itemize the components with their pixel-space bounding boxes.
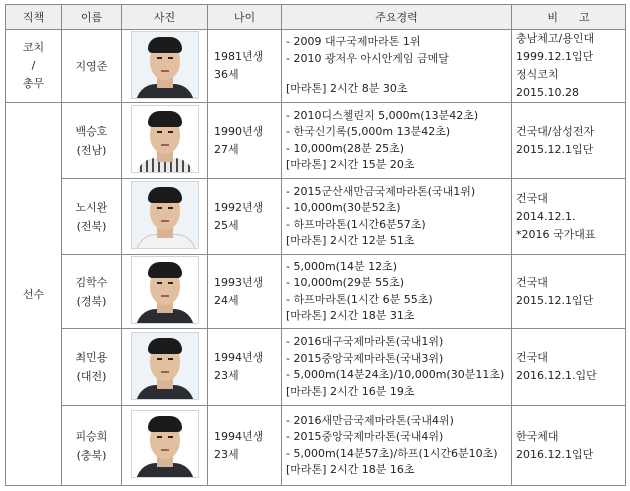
career-line: - 하프마라톤(1시간6분57초)	[286, 217, 426, 231]
photo-cell	[122, 103, 208, 178]
header-role: 직책	[6, 5, 62, 30]
header-career: 주요경력	[282, 5, 512, 30]
age-cell	[208, 30, 282, 103]
notes-cell	[512, 406, 626, 486]
note-line: 1999.12.1입단	[516, 50, 594, 64]
header-notes: 비 고	[512, 5, 626, 30]
career-line: - 2015중앙국제마라톤(국내4위)	[286, 430, 444, 444]
table-row	[6, 103, 626, 178]
career-line: [마라톤] 2시간 12분 51초	[286, 234, 415, 248]
career-line: - 5,000m(14분24초)/10,000m(30분11초)	[286, 368, 505, 382]
person-region: (충북)	[76, 448, 107, 462]
career-line: [마라톤] 2시간 16분 19초	[286, 384, 415, 398]
person-region: (전북)	[76, 219, 107, 233]
photo-cell	[122, 406, 208, 486]
photo-cell	[122, 255, 208, 328]
notes-cell	[512, 328, 626, 406]
age-cell	[208, 255, 282, 328]
career-line: - 2015군산새만금국제마라톤(국내1위)	[286, 184, 476, 198]
career-cell	[282, 406, 512, 486]
note-line: 2016.12.1입단	[516, 447, 594, 461]
career-line: - 2015중앙국제마라톤(국내3위)	[286, 351, 444, 365]
person-name: 지영준	[75, 59, 108, 73]
career-line: - 2010디스첼린지 5,000m(13분42초)	[286, 108, 479, 122]
career-line: - 10,000m(29분 55초)	[286, 276, 404, 290]
note-line: 2015.12.1입단	[516, 142, 594, 156]
name-cell	[62, 30, 122, 103]
person-region: (전남)	[76, 143, 107, 157]
person-name: 김학수	[75, 275, 108, 289]
table-row	[6, 178, 626, 255]
career-line: - 2016새만금국제마라톤(국내4위)	[286, 413, 454, 427]
person-name: 최민용	[75, 351, 108, 365]
note-line: 건국대/삼성전자	[516, 124, 595, 138]
age: 25세	[214, 218, 239, 232]
note-line: 건국대	[516, 191, 548, 205]
name-cell	[62, 328, 122, 406]
photo-cell	[122, 178, 208, 255]
note-line: 2016.12.1.입단	[516, 369, 597, 383]
career-line: - 10,000m(28분 25초)	[286, 141, 404, 155]
photo-cell	[122, 30, 208, 103]
notes-cell	[512, 30, 626, 103]
note-line: 건국대	[516, 275, 548, 289]
career-line: [마라톤] 2시간 8분 30초	[286, 82, 408, 96]
age-cell	[208, 103, 282, 178]
note-line: 정식코치	[516, 68, 559, 82]
role-label-coach: 코치 / 총무	[22, 41, 45, 91]
role-label-players: 선수	[22, 288, 45, 302]
age: 24세	[214, 293, 239, 307]
header-photo: 사진	[122, 5, 208, 30]
career-line: - 한국신기록(5,000m 13분42초)	[286, 125, 451, 139]
person-name: 피승희	[75, 429, 108, 443]
note-line: 2014.12.1.	[516, 209, 576, 223]
career-line: [마라톤] 2시간 18분 31초	[286, 309, 415, 323]
age: 23세	[214, 369, 239, 383]
age-cell	[208, 178, 282, 255]
name-cell	[62, 255, 122, 328]
career-line: - 2016대구국제마라톤(국내1위)	[286, 335, 444, 349]
header-row	[6, 5, 626, 30]
career-cell	[282, 30, 512, 103]
career-line: [마라톤] 2시간 18분 16초	[286, 463, 415, 477]
career-line: - 5,000m(14분 12초)	[286, 259, 397, 273]
note-line: 충남체고/용인대	[516, 32, 595, 46]
table-row	[6, 30, 626, 103]
name-cell	[62, 406, 122, 486]
role-cell-players	[6, 103, 62, 486]
table-row	[6, 328, 626, 406]
person-photo	[131, 31, 199, 99]
career-cell	[282, 328, 512, 406]
age: 27세	[214, 142, 239, 156]
person-photo	[131, 105, 199, 173]
notes-cell	[512, 103, 626, 178]
age-cell	[208, 328, 282, 406]
notes-cell	[512, 255, 626, 328]
career-line: - 5,000m(14분57초)/하프(1시간6분10초)	[286, 446, 498, 460]
career-cell	[282, 103, 512, 178]
person-photo	[131, 256, 199, 324]
career-cell	[282, 255, 512, 328]
career-line: - 하프마라톤(1시간 6분 55초)	[286, 292, 433, 306]
career-line: - 10,000m(30분52초)	[286, 201, 401, 215]
header-age: 나이	[208, 5, 282, 30]
person-name: 노시완	[75, 200, 108, 214]
age: 23세	[214, 447, 239, 461]
age-cell	[208, 406, 282, 486]
career-line: - 2010 광저우 아시안게임 금메달	[286, 51, 449, 65]
table-row	[6, 255, 626, 328]
career-cell	[282, 178, 512, 255]
roster-table	[5, 4, 626, 486]
note-line: 2015.12.1입단	[516, 293, 594, 307]
birth-year: 1994년생	[214, 429, 264, 443]
role-cell-coach	[6, 30, 62, 103]
name-cell	[62, 178, 122, 255]
note-line: 건국대	[516, 351, 548, 365]
photo-cell	[122, 328, 208, 406]
birth-year: 1992년생	[214, 200, 264, 214]
table-row	[6, 406, 626, 486]
notes-cell	[512, 178, 626, 255]
note-line: 한국체대	[516, 429, 559, 443]
header-name: 이름	[62, 5, 122, 30]
birth-year: 1990년생	[214, 124, 264, 138]
note-line: 2015.10.28	[516, 86, 579, 100]
name-cell	[62, 103, 122, 178]
note-line: *2016 국가대표	[516, 227, 596, 241]
person-name: 백승호	[75, 124, 108, 138]
birth-year: 1981년생	[214, 50, 264, 64]
age: 36세	[214, 68, 239, 82]
birth-year: 1993년생	[214, 275, 264, 289]
person-photo	[131, 181, 199, 249]
career-line: - 2009 대구국제마라톤 1위	[286, 35, 421, 49]
person-region: (대전)	[76, 370, 107, 384]
career-line	[286, 67, 511, 81]
career-line: [마라톤] 2시간 15분 20초	[286, 158, 415, 172]
person-photo	[131, 332, 199, 400]
birth-year: 1994년생	[214, 351, 264, 365]
person-region: (경북)	[76, 294, 107, 308]
person-photo	[131, 410, 199, 478]
